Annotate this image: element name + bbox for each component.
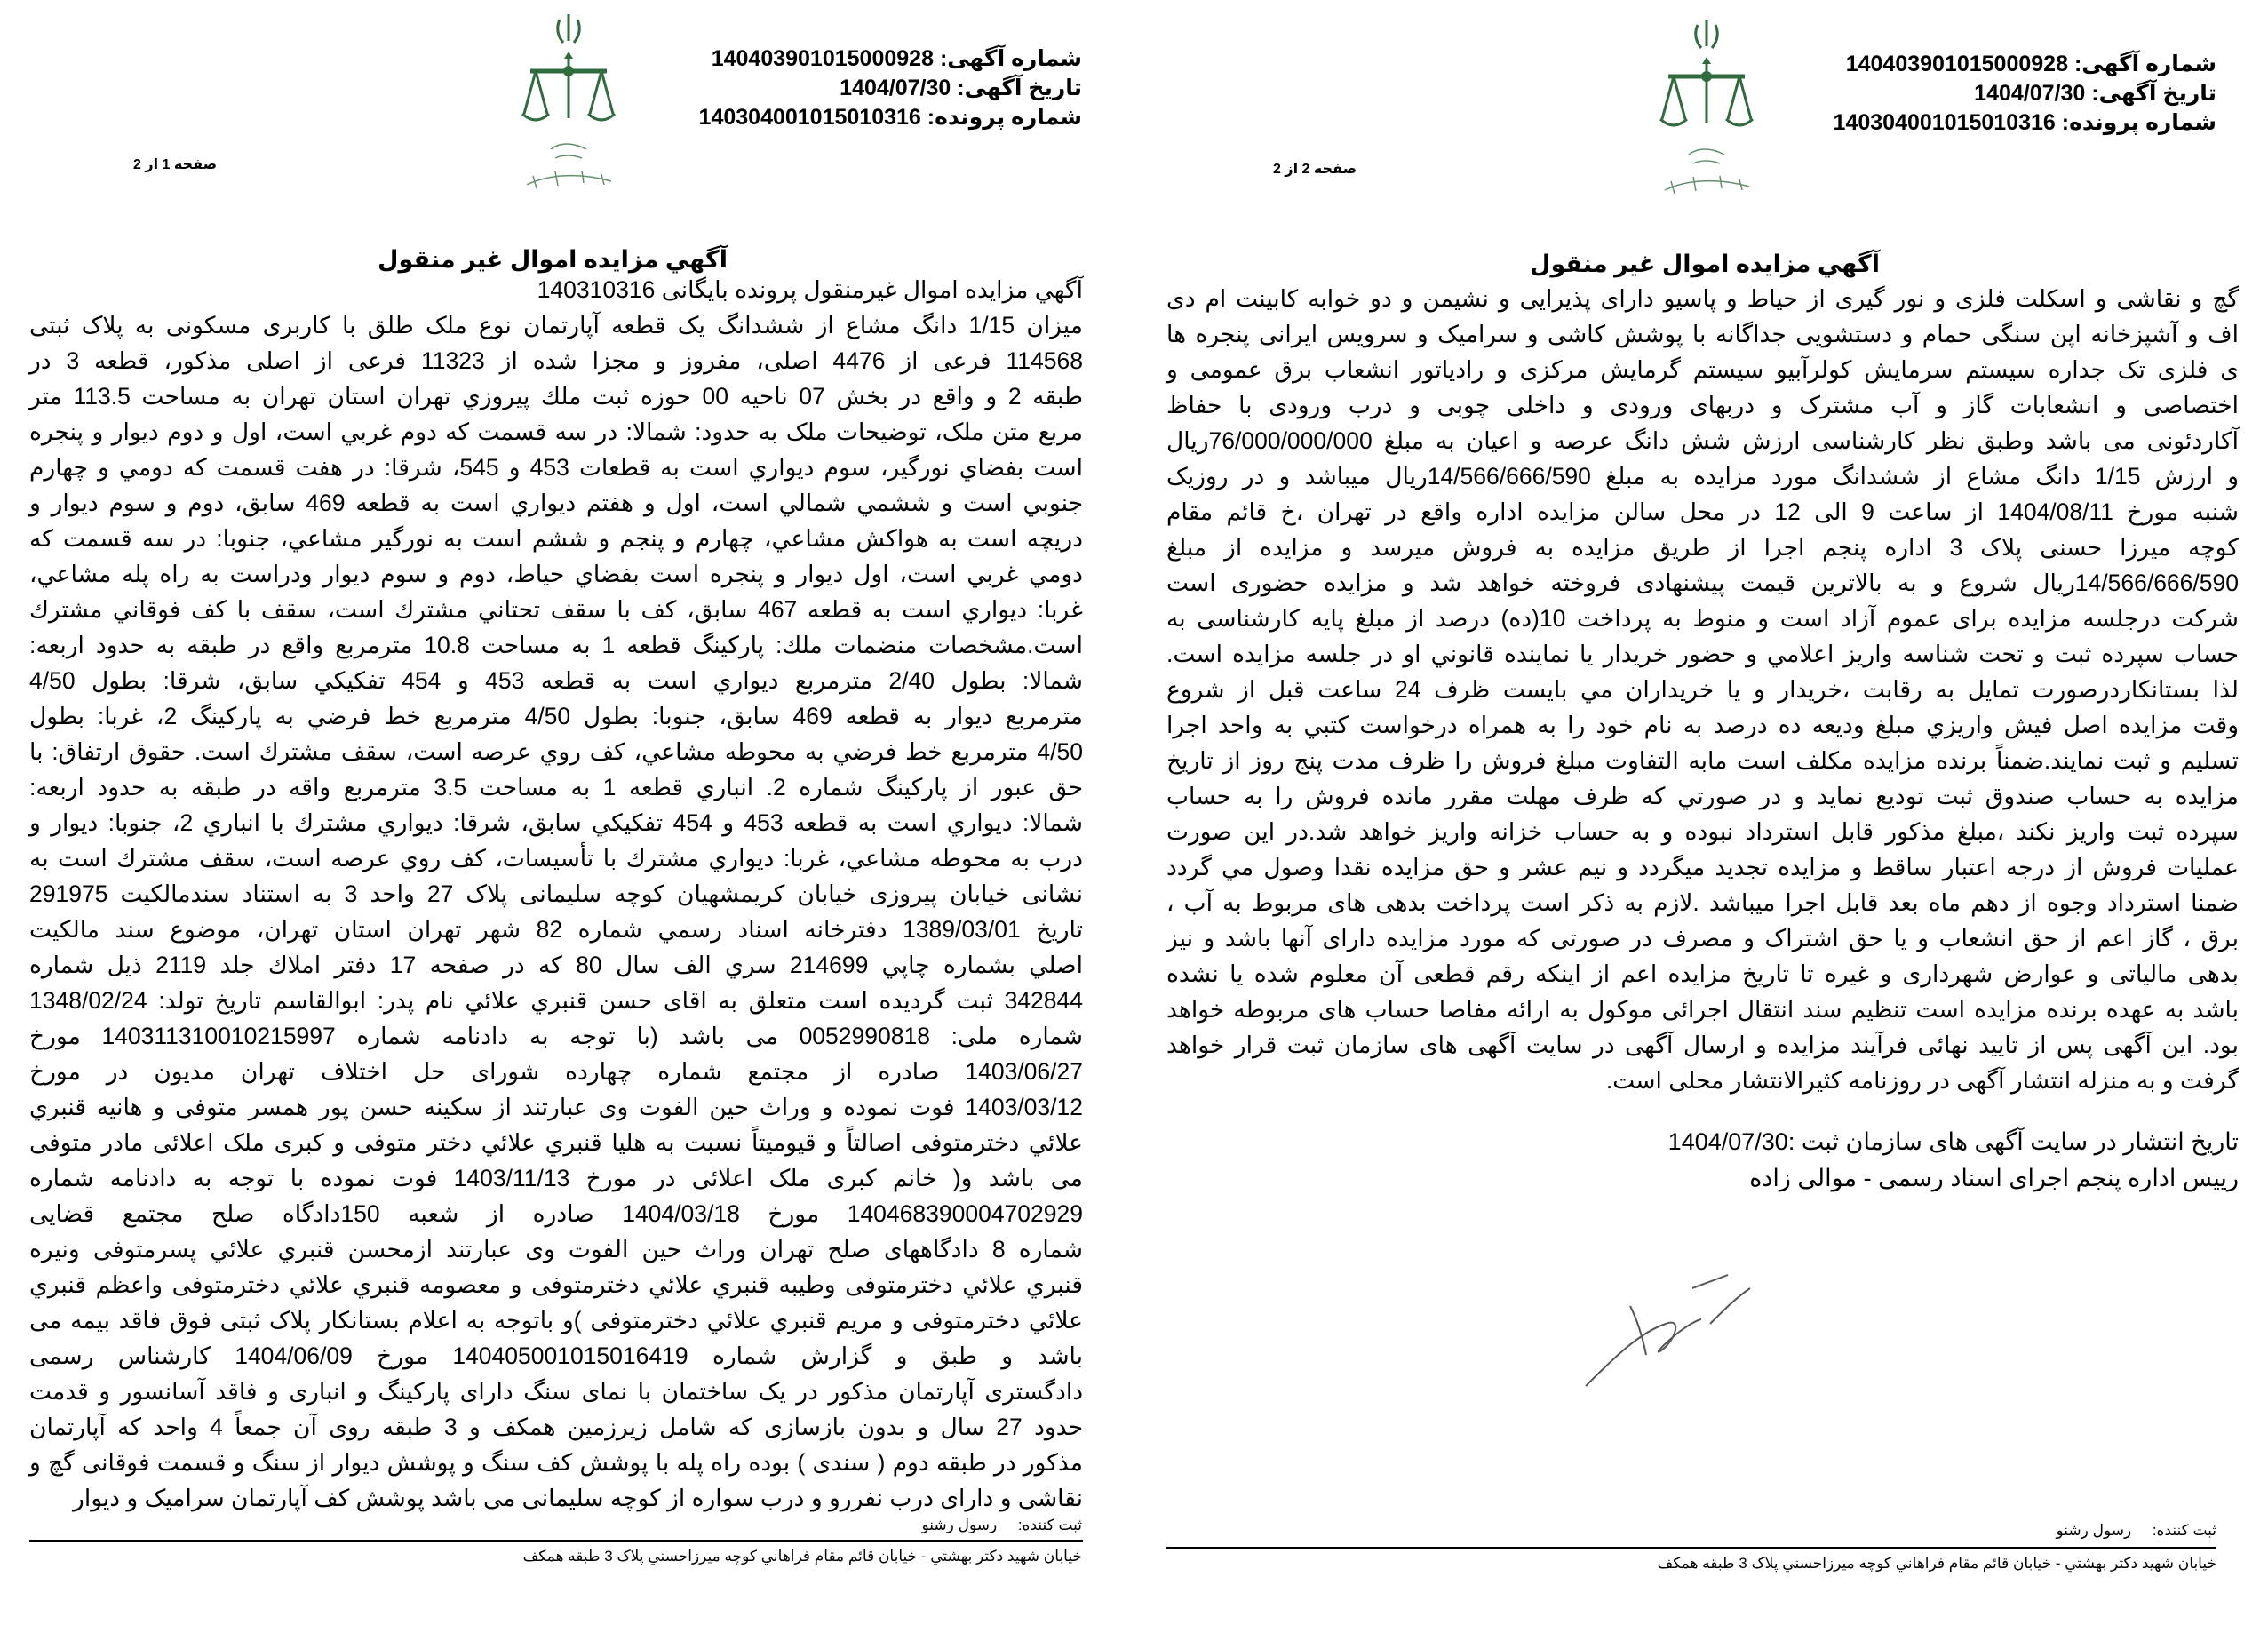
- body-line: تاريخ 1389/03/01 دفترخانه اسناد رسمي شماره 82 شهر تهران استان تهران، موضوع سند مالكيت: [29, 916, 1083, 943]
- body-line: طبقه 2 و واقع در بخش 07 ناحيه 00 حوزه ثبت ملك پيروزي تهران استان تهران به مساحت 113.5 متر: [29, 383, 1084, 410]
- body-line: 1403/06/27 صادره از مجتمع شماره چهارده شورای حل اختلاف تهران مدیون در مورخ: [29, 1058, 1083, 1085]
- body-line: عمليات فروش از درجه اعتبار ساقط و مزايده تجديد ميگردد و نيم عشر و حق مزايده نقدا وصول مي گردد: [1166, 854, 2239, 880]
- body-line: 114568 فرعی از 4476 اصلی، مفروز و مجزا شده از 11323 فرعی از اصلی مذکور، قطعه 3 در: [29, 347, 1083, 374]
- body-line: گرفت و به منزله انتشار آگهی در روزنامه کثيرالانتشار محلی است.: [1605, 1067, 2239, 1094]
- body-line: می باشد و( خانم کبری ملک اعلائی در مورخ 1403/11/13 فوت نموده با توجه به دادنامه شماره: [29, 1165, 1083, 1191]
- ad-date: [1834, 79, 2216, 108]
- page-number: صفحه 1 از 2: [133, 157, 218, 172]
- body-line: شرکت درجلسه مزایده برای عموم آزاد است و منوط به پرداخت 10(ده) درصد از مبلغ پایه کارشناسی به: [1166, 605, 2239, 632]
- body-line: علائي دخترمتوفی و مریم قنبري علائي دخترمتوفی )و باتوجه به اعلام بستانکار پلاک ثبتی فوق فاقد بیمه می: [29, 1307, 1083, 1334]
- body-line: دريچه است به هواكش مشاعي، چهارم و پنجم و ششم است به نورگير مشاعي، جنوبا: در سه قسمت كه: [29, 525, 1083, 552]
- header-info: [1834, 50, 2216, 138]
- signatory-line: رييس اداره پنجم اجرای اسناد رسمی - موالی زاده: [1749, 1165, 2239, 1191]
- ad-date-value: 1404/07/30: [840, 76, 951, 100]
- body-line: بدهی مالیاتی و عوارض شهرداری و غيره تا تاريخ مزايده اعم از اينکه رقم قطعی آن معلوم شده يا نشده: [1166, 960, 2239, 987]
- body-line: حساب سپرده ثبت و تحت شناسه واريز اعلامي و حضور خريدار يا نماينده قانوني او در جلسه مزايده است.: [1166, 641, 2239, 667]
- body-line: سپرده ثبت واريز نكند ،مبلغ مذكور قابل استرداد نبوده و به حساب خزانه واريز خواهد شد.در اين صورت: [1166, 818, 2239, 845]
- body-line: مزايده به حساب صندوق ثبت توديع نمايد و در صورتي كه ظرف مهلت مقرر مانده فروش را به حساب: [1166, 783, 2239, 809]
- ad-date-label: تاریخ آگهی:: [957, 76, 1082, 100]
- body-line: دومي غربي است، اول ديوار و پنجره است بفضاي حياط، دوم و سوم ديوار ودراست به راه پله مشاعي،: [29, 561, 1083, 587]
- body-line: علائي دخترمتوفی اصالتاً و قیومیتاً نسبت به هلیا قنبري علائي دختر متوفی و کبری ملک اعلائی مادر متوفی: [29, 1129, 1083, 1156]
- body-line: نشانی خیابان پیروزی خیابان کریمشهیان کوچه سلیمانی پلاک 27 واحد 3 به استناد سندمالكيت 291975: [29, 880, 1084, 907]
- body-line: شماره ملی: 0052990818 می باشد (با توجه به دادنامه شماره 140311310010215997 مورخ: [29, 1023, 1083, 1049]
- registrar: [2057, 1522, 2217, 1540]
- body-line: مذکور در طبقه دوم ( سندی ) بوده راه پله با پوشش کف سنگ و پوشش دیوار از سنگ و قسمت فوقانی گچ و: [29, 1449, 1083, 1476]
- body-line: است بفضاي نورگير، سوم ديواري است به قطعات 453 و 545، شرقا: در هفت قسمت كه دومي و چهارم: [29, 454, 1083, 481]
- signature-block: [1668, 1124, 2239, 1197]
- body-line: اف و آشپزخانه اپن سنگی حمام و دستشویی جداگانه با پوشش کاشی و سرامیک و سرویس ایرانی پنجره ها: [1166, 321, 2239, 347]
- ad-number: [1834, 50, 2216, 79]
- registrar-name: رسول رشنو: [2056, 1522, 2132, 1539]
- header-info: [699, 44, 1082, 132]
- ad-date-label: تاریخ آگهی:: [2091, 81, 2216, 106]
- body-line: دادگستری آپارتمان مذکور در یک ساختمان با نمای سنگ دارای پارکینگ و انباری و فاقد آسانسور و قدمت: [29, 1378, 1083, 1405]
- body-line: اختصاصی و انشعابات گاز و آب مشترک و دربهای ورودی و داخلی چوبی و درب ورودی با حفاظ: [1166, 392, 2239, 418]
- judiciary-logo: [1658, 12, 1755, 203]
- body-line: درب به محوطه مشاعي، غربا: ديواري مشترك با تأسيسات، كف روي عرصه است، سقف مشترك است به: [29, 845, 1083, 872]
- file-number-label: شماره پرونده:: [927, 105, 1082, 130]
- page-title: آگهي مزايده اموال غير منقول: [378, 246, 728, 273]
- body-line: شنبه مورخ 1404/08/11 از ساعت 9 الی 12 در محل سالن مزایده اداره واقع در تهران ،خ قائم مقام: [1166, 498, 2239, 525]
- body-line: 14/566/666/590ریال شروع و به بالاترین قیمت پیشنهادی فروخته خواهد شد و مزایده حضوری است: [1166, 570, 2239, 596]
- footer-divider: [29, 1540, 1083, 1542]
- body-line: لذا بستانكاردرصورت تمايل به رقابت ،خريدار و يا خريداران مي بايست ظرف 24 ساعت قبل از شروع: [1166, 676, 2240, 703]
- registrar-label: ثبت کننده:: [1017, 1517, 1082, 1533]
- body-line: آگهي مزايده اموال غيرمنقول پرونده بايگانی 140310316: [537, 276, 1083, 303]
- registrar-label: ثبت کننده:: [2152, 1522, 2216, 1539]
- ad-number-value: 140403901015000928: [1845, 52, 2068, 76]
- ad-number-label: شماره آگهی:: [2073, 52, 2216, 76]
- body-line: شمالا: ديواري است به قطعه 453 و 454 تفكيكي سابق، شرقا: ديواري مشترك با انباري 2، جنوبا: ديوار و: [29, 809, 1083, 836]
- ad-date-value: 1404/07/30: [1974, 81, 2086, 106]
- body-line: وقت مزايده اصل فيش واريزي مبلغ وديعه ده درصد به نام خود را به همراه درخواست كتبي به واحد اجرا: [1166, 712, 2239, 738]
- footer-divider: [1166, 1547, 2216, 1549]
- body-line: 342844 ثبت گرديده است متعلق به اقاى حسن قنبري علائي نام پدر: ابوالقاسم تاريخ تولد: 1348/02/24: [29, 987, 1083, 1014]
- body-line: مربع متن ملک، توضیحات ملک به حدود: شمالا: در سه قسمت كه دوم غربي است، اول و دوم ديوار و پنجره: [29, 418, 1083, 445]
- footer-address: خيابان شهيد دكتر بهشتي - خيابان قائم مقام فراهاني كوچه ميرزاحسني پلاک 3 طبقه همكف: [522, 1548, 1082, 1565]
- body-line: جنوبي است و ششمي شمالي است، اول و هفتم ديواري است به قطعه 469 سابق، دوم و سوم ديوار و: [29, 490, 1083, 516]
- file-number: [699, 103, 1082, 132]
- body-line: شماره 8 دادگاههای صلح تهران وراث حین الفوت وی عبارتند ازمحسن قنبري علائي پسرمتوفی ونیره: [29, 1236, 1083, 1263]
- page-number: صفحه 2 از 2: [1273, 162, 1357, 177]
- handwritten-signature: [1577, 1271, 1755, 1399]
- body-line: باشد به عهده برنده مزايده است تنظيم سند انتقال اجرائی موکول به ارائه مفاصا حساب های مربوطه خواهد: [1166, 996, 2239, 1023]
- body-line: ميزان 1/15 دانگ مشاع از ششدانگ یک قطعه آپارتمان نوع ملک طلق با کاربری مسکونی به پلاک ثبتی: [29, 312, 1083, 339]
- body-line: حدود 27 سال و بدون بازسازی که شامل زیرزمین همکف و 3 طبقه روی آن جمعاً 4 واحد که آپارتمان: [29, 1414, 1083, 1440]
- notice-body: [29, 272, 1083, 1516]
- ad-date: [699, 74, 1082, 103]
- body-line: تسليم و ثبت نمايند.ضمناً برنده مزايده مكلف است مابه التفاوت مبلغ فروش را ظرف مدت پنج روز از تاريخ: [1166, 747, 2239, 774]
- body-line: ضمنا استرداد وجوه از دهم ماه بعد قابل اجرا میباشد .لازم به ذکر است پرداخت بدهی های مربوط به آب ،: [1166, 889, 2239, 916]
- body-line: اصلي بشماره چاپي 214699 سري الف سال 80 كه در صفحه 17 دفتر املاك جلد 2119 ذيل شماره: [29, 952, 1084, 978]
- notice-body: [1166, 281, 2239, 1098]
- file-number: [1834, 108, 2216, 138]
- page-title: آگهي مزايده اموال غير منقول: [1530, 251, 1880, 277]
- ad-number-label: شماره آگهی:: [939, 46, 1082, 71]
- body-line: برق ، گاز اعم از حق انشعاب و يا حق اشتراک و مصرف در صورتی که مورد مزايده دارای آنها باشد و نيز: [1166, 925, 2239, 952]
- body-line: شمالا: بطول 2/40 مترمربع ديواري است به قطعه 453 و 454 تفكيكي سابق، شرقا: بطول 4/50: [29, 667, 1083, 694]
- body-line: 4/50 مترمربع خط فرضي به محوطه مشاعي، كف روي عرصه است، سقف مشترك است. حقوق ارتفاق: با: [29, 738, 1083, 765]
- body-line: ی فلزی تک جداره سیستم سرمایش کولرآبیو سیستم گرمایش مرکزی و رادیاتور انشعاب برق عمومی و: [1166, 356, 2239, 383]
- footer-address: خيابان شهيد دكتر بهشتي - خيابان قائم مقام فراهاني كوچه ميرزاحسني پلاک 3 طبقه همكف: [1657, 1555, 2216, 1572]
- body-line: باشد و طبق و گزارش شماره 140405001015016419 مورخ 1404/06/09 کارشناس رسمی: [29, 1342, 1083, 1369]
- body-line: مترمربع ديوار به قطعه 469 سابق، جنوبا: بطول 4/50 مترمربع خط فرضي به پاركينگ 2، غربا: بطول: [29, 703, 1083, 729]
- file-number-value: 140304001015010316: [1833, 110, 2056, 135]
- body-line: کوچه میرزا حسنی پلاک 3 اداره پنجم اجرا از طریق مزایده به فروش میرسد و مزایده از مبلغ: [1166, 534, 2239, 561]
- body-line: است.مشخصات منضمات ملك: پاركينگ قطعه 1 به مساحت 10.8 مترمربع واقع در طبقه به حدود اربعه:: [29, 632, 1083, 658]
- publish-date-line: تاريخ انتشار در سایت آگهی های سازمان ثبت :1404/07/30: [1667, 1128, 2239, 1155]
- judiciary-logo: [520, 7, 617, 198]
- file-number-label: شماره پرونده:: [2061, 110, 2216, 135]
- body-line: حق عبور از پاركينگ شماره 2. انباري قطعه 1 به مساحت 3.5 مترمربع واقه در طبقه به حدود اربعه:: [29, 774, 1084, 801]
- body-line: غربا: ديواري است به قطعه 467 سابق، كف با سقف تحتاني مشترك است، سقف با كف فوقاني مشترك: [29, 596, 1083, 623]
- body-line: و ارزش 1/15 دانگ مشاع از ششدانگ مورد مزایده به مبلغ 14/566/666/590ریال میباشد و در روزیک: [1166, 463, 2240, 490]
- body-line: 140468390004702929 مورخ 1404/03/18 صادره از شعبه 150دادگاه صلح مجتمع قضایی: [29, 1200, 1083, 1227]
- file-number-value: 140304001015010316: [698, 105, 921, 130]
- body-line: بود. اين آگهی پس از تاييد نهائی فرآيند مزايده و ارسال آگهی در سایت آگهی های سازمان ثبت قرار خواهد: [1166, 1032, 2239, 1058]
- registrar-name: رسول رشنو: [921, 1517, 998, 1533]
- registrar: [922, 1517, 1083, 1534]
- ad-number: [699, 44, 1082, 74]
- body-line: قنبري علائي دخترمتوفی وطیبه قنبري علائي دخترمتوفی و معصومه قنبري علائي دخترمتوفی واعظم قنبري: [29, 1271, 1083, 1298]
- body-line: نقاشی و دارای درب نفررو و درب سواره از کوچه سلیمانی می باشد پوشش کف آپارتمان سرامیک و دیوار: [73, 1485, 1083, 1511]
- ad-number-value: 140403901015000928: [711, 46, 934, 71]
- body-line: گچ و نقاشی و اسکلت فلزی و نور گیری از حیاط و پاسیو دارای پذیرایی و نشیمن و دو خوابه کابینت ام دی: [1166, 285, 2239, 312]
- body-line: 1403/03/12 فوت نموده و وراث حین الفوت وی عبارتند از سکینه حسن پور همسر متوفی و هانیه قنبري: [29, 1094, 1083, 1120]
- body-line: آکاردئونی می باشد وطبق نظر کارشناسی ارزش شش دانگ عرصه و اعیان به مبلغ 76/000/000/000ریال: [1166, 427, 2239, 454]
